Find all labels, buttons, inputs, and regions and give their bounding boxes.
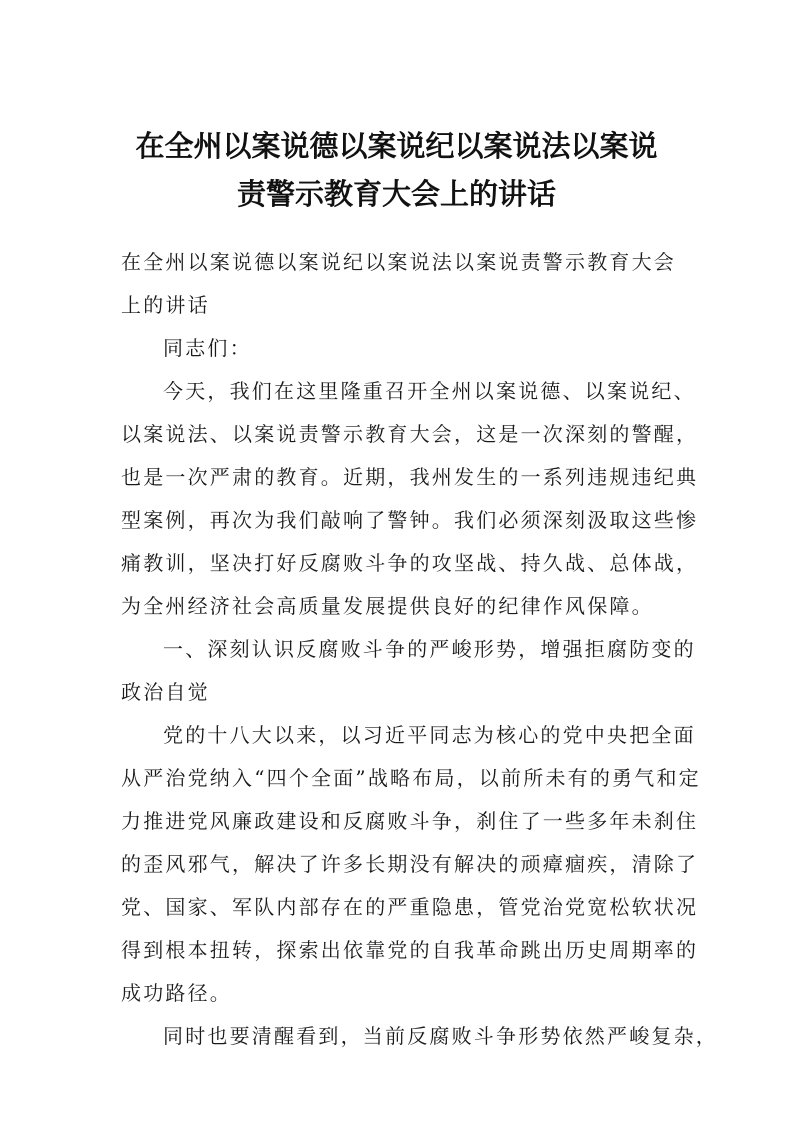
paragraph-line: 成功路径。 [121,981,232,1005]
paragraph-line: 型案例，再次为我们敲响了警钟。我们必须深刻汲取这些惨 [121,508,699,532]
paragraph-line: 以案说法、以案说责警示教育大会，这是一次深刻的警醒， [121,422,699,446]
paragraph-line: 得到根本扭转，探索出依靠党的自我革命跳出历史周期率的 [121,938,699,962]
paragraph-line: 党、国家、军队内部存在的严重隐患，管党治党宽松软状况 [121,895,699,919]
salutation: 同志们： [163,336,252,360]
subtitle-line-2: 上的讲话 [121,293,210,317]
paragraph-line: 的歪风邪气，解决了许多长期没有解决的顽瘴痼疾，清除了 [121,852,699,876]
paragraph-line: 从严治党纳入“四个全面”战略布局，以前所未有的勇气和定 [121,766,701,790]
paragraph-line: 力推进党风廉政建设和反腐败斗争，刹住了一些多年未刹住 [121,809,699,833]
paragraph-line: 也是一次严肃的教育。近期，我州发生的一系列违规违纪典 [121,465,699,489]
paragraph-line: 今天，我们在这里隆重召开全州以案说德、以案说纪、 [163,379,696,403]
document-title-line-2: 责警示教育大会上的讲话 [236,177,556,211]
document-title-line-1: 在全州以案说德以案说纪以案说法以案说 [135,129,658,163]
section-heading-line-2: 政治自觉 [121,680,210,704]
section-heading-line-1: 一、深刻认识反腐败斗争的严峻形势，增强拒腐防变的 [163,637,696,661]
paragraph-line: 为全州经济社会高质量发展提供良好的纪律作风保障。 [121,594,654,618]
paragraph-line: 党的十八大以来，以习近平同志为核心的党中央把全面 [163,723,696,747]
paragraph-line: 痛教训，坚决打好反腐败斗争的攻坚战、持久战、总体战， [121,551,699,575]
subtitle-line-1: 在全州以案说德以案说纪以案说法以案说责警示教育大会 [121,250,676,274]
paragraph-line: 同时也要清醒看到，当前反腐败斗争形势依然严峻复杂， [163,1024,718,1048]
